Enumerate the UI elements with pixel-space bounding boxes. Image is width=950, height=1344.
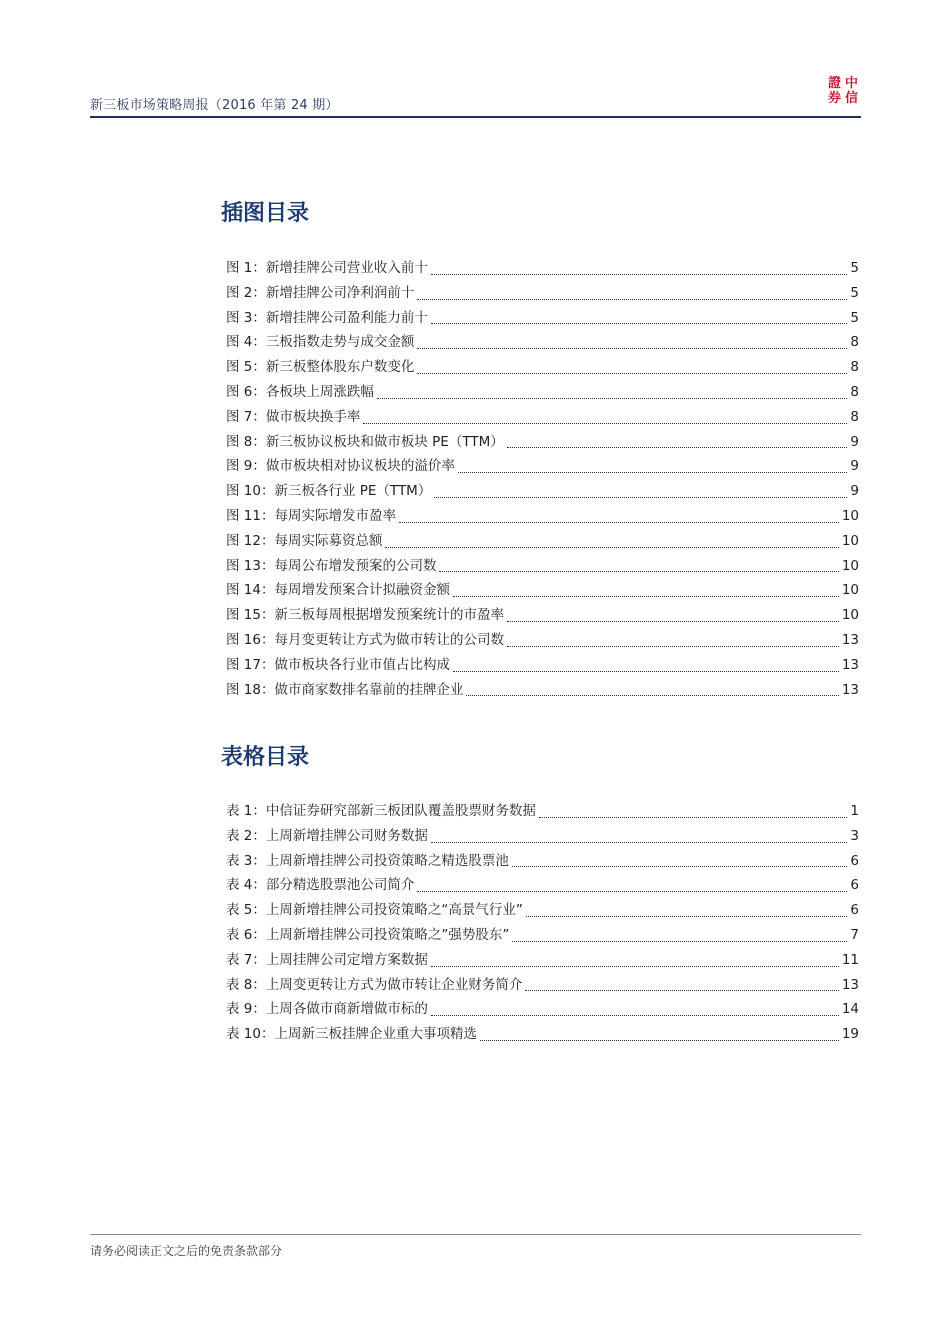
toc-entry-label: 图 18：做市商家数排名靠前的挂牌企业 — [226, 681, 464, 698]
toc-entry[interactable] — [226, 997, 859, 1022]
toc-entry-page: 8 — [850, 334, 859, 351]
logo-char: 證 — [827, 76, 841, 91]
toc-entry[interactable] — [226, 405, 859, 430]
toc-dot-leader — [439, 571, 838, 572]
toc-entry[interactable] — [226, 355, 859, 380]
toc-entry-page: 9 — [850, 433, 859, 450]
toc-entry[interactable] — [226, 554, 859, 579]
toc-dot-leader — [385, 547, 838, 548]
toc-entry-label: 表 10：上周新三板挂牌企业重大事项精选 — [226, 1026, 477, 1043]
toc-dot-leader — [512, 866, 848, 867]
toc-dot-leader — [507, 646, 839, 647]
toc-entry[interactable] — [226, 306, 859, 331]
toc-entry-page: 8 — [850, 408, 859, 425]
toc-dot-leader — [431, 966, 839, 967]
toc-entry-label: 表 2：上周新增挂牌公司财务数据 — [226, 827, 428, 844]
toc-entry-label: 表 6：上周新增挂牌公司投资策略之”强势股东” — [226, 926, 510, 943]
toc-entry[interactable] — [226, 479, 859, 504]
toc-entry[interactable] — [226, 430, 859, 455]
toc-entry-page: 19 — [841, 1026, 859, 1043]
toc-entry-label: 表 9：上周各做市商新增做市标的 — [226, 1001, 428, 1018]
toc-dot-leader — [512, 941, 847, 942]
toc-dot-leader — [417, 348, 847, 349]
toc-entry[interactable] — [226, 973, 859, 998]
toc-entry[interactable] — [226, 380, 859, 405]
toc-dot-leader — [466, 695, 838, 696]
toc-entry-label: 图 16：每月变更转让方式为做市转让的公司数 — [226, 631, 504, 648]
toc-dot-leader — [526, 916, 848, 917]
footer-divider — [90, 1234, 861, 1235]
toc-dot-leader — [507, 621, 839, 622]
toc-entry-label: 图 17：做市板块各行业市值占比构成 — [226, 656, 450, 673]
toc-entry-label: 图 8：新三板协议板块和做市板块 PE（TTM） — [226, 433, 504, 450]
toc-entry-label: 图 4：三板指数走势与成交金额 — [226, 334, 415, 351]
toc-dot-leader — [525, 990, 838, 991]
toc-entry-page: 13 — [841, 656, 859, 673]
toc-entry-page: 9 — [850, 458, 859, 475]
toc-entry-label: 图 13：每周公布增发预案的公司数 — [226, 557, 437, 574]
toc-entry-label: 表 4：部分精选股票池公司简介 — [226, 877, 415, 894]
toc-entry-page: 13 — [841, 681, 859, 698]
report-header-title: 新三板市场策略周报（2016 年第 24 期） — [90, 98, 339, 113]
toc-entry[interactable] — [226, 948, 859, 973]
toc-entry[interactable] — [226, 898, 859, 923]
toc-entry-label: 表 3：上周新增挂牌公司投资策略之精选股票池 — [226, 852, 509, 869]
tables-toc-list — [226, 799, 859, 1047]
toc-dot-leader — [480, 1040, 839, 1041]
toc-entry-label: 图 3：新增挂牌公司盈利能力前十 — [226, 309, 428, 326]
toc-entry-page: 6 — [850, 852, 859, 869]
toc-entry[interactable] — [226, 330, 859, 355]
toc-entry-page: 10 — [841, 507, 859, 524]
citic-securities-logo — [826, 76, 860, 106]
toc-entry-label: 图 11：每周实际增发市盈率 — [226, 507, 396, 524]
toc-entry[interactable] — [226, 824, 859, 849]
toc-entry-label: 表 5：上周新增挂牌公司投资策略之“高景气行业” — [226, 902, 523, 919]
toc-dot-leader — [431, 274, 848, 275]
toc-dot-leader — [539, 817, 848, 818]
toc-entry-page: 5 — [850, 260, 859, 276]
disclaimer-footer: 请务必阅读正文之后的免责条款部分 — [90, 1244, 283, 1258]
toc-entry[interactable] — [226, 628, 859, 653]
toc-entry[interactable] — [226, 923, 859, 948]
logo-char: 中 — [844, 76, 858, 91]
header-divider — [90, 116, 861, 118]
toc-entry-page: 10 — [841, 557, 859, 574]
toc-entry[interactable] — [226, 653, 859, 678]
tables-toc-heading: 表格目录 — [221, 745, 310, 770]
toc-entry-label: 图 9：做市板块相对协议板块的溢价率 — [226, 458, 455, 475]
figures-toc-heading: 插图目录 — [221, 201, 310, 226]
toc-entry[interactable] — [226, 849, 859, 874]
toc-entry-page: 5 — [850, 309, 859, 326]
toc-entry-label: 表 7：上周挂牌公司定增方案数据 — [226, 951, 428, 968]
toc-entry-page: 6 — [850, 902, 859, 919]
toc-entry[interactable] — [226, 504, 859, 529]
toc-entry-label: 图 1：新增挂牌公司营业收入前十 — [226, 260, 428, 276]
toc-dot-leader — [377, 398, 848, 399]
logo-char: 信 — [844, 91, 858, 106]
toc-entry[interactable] — [226, 529, 859, 554]
toc-entry-label: 图 2：新增挂牌公司净利润前十 — [226, 284, 415, 301]
toc-entry-page: 7 — [850, 926, 859, 943]
toc-dot-leader — [363, 423, 847, 424]
toc-entry-page: 11 — [841, 951, 859, 968]
toc-entry-label: 图 14：每周增发预案合计拟融资金额 — [226, 582, 450, 599]
toc-entry-page: 9 — [850, 483, 859, 500]
toc-dot-leader — [417, 299, 847, 300]
toc-entry[interactable] — [226, 281, 859, 306]
figures-toc-list — [226, 256, 859, 702]
toc-entry-label: 图 12：每周实际募资总额 — [226, 532, 383, 549]
toc-entry-label: 图 6：各板块上周涨跌幅 — [226, 383, 374, 400]
toc-dot-leader — [431, 1015, 839, 1016]
toc-entry-page: 10 — [841, 607, 859, 624]
toc-dot-leader — [417, 891, 847, 892]
toc-entry[interactable] — [226, 256, 859, 281]
toc-entry-label: 表 8：上周变更转让方式为做市转让企业财务简介 — [226, 976, 523, 993]
toc-dot-leader — [431, 842, 848, 843]
toc-dot-leader — [507, 447, 848, 448]
toc-entry-page: 14 — [841, 1001, 859, 1018]
toc-entry[interactable] — [226, 799, 859, 824]
toc-entry-page: 10 — [841, 532, 859, 549]
toc-dot-leader — [434, 497, 847, 498]
toc-entry-page: 8 — [850, 383, 859, 400]
toc-entry[interactable] — [226, 578, 859, 603]
toc-entry-page: 6 — [850, 877, 859, 894]
toc-entry[interactable] — [226, 1022, 859, 1047]
logo-char: 券 — [827, 91, 841, 106]
toc-entry-page: 1 — [850, 803, 859, 819]
toc-entry-page: 8 — [850, 359, 859, 376]
toc-entry[interactable] — [226, 873, 859, 898]
toc-entry-label: 表 1：中信证券研究部新三板团队覆盖股票财务数据 — [226, 803, 536, 819]
toc-entry-label: 图 15：新三板每周根据增发预案统计的市盈率 — [226, 607, 504, 624]
toc-entry-page: 3 — [850, 827, 859, 844]
toc-entry-label: 图 7：做市板块换手率 — [226, 408, 361, 425]
toc-dot-leader — [453, 671, 839, 672]
toc-entry-page: 13 — [841, 631, 859, 648]
toc-dot-leader — [399, 522, 839, 523]
toc-dot-leader — [458, 472, 848, 473]
toc-dot-leader — [431, 323, 848, 324]
toc-entry-label: 图 10：新三板各行业 PE（TTM） — [226, 483, 432, 500]
toc-entry[interactable] — [226, 603, 859, 628]
toc-entry-page: 5 — [850, 284, 859, 301]
toc-dot-leader — [453, 596, 839, 597]
toc-entry-page: 13 — [841, 976, 859, 993]
toc-entry[interactable] — [226, 678, 859, 703]
toc-entry-page: 10 — [841, 582, 859, 599]
toc-dot-leader — [417, 373, 847, 374]
toc-entry[interactable] — [226, 454, 859, 479]
toc-entry-label: 图 5：新三板整体股东户数变化 — [226, 359, 415, 376]
